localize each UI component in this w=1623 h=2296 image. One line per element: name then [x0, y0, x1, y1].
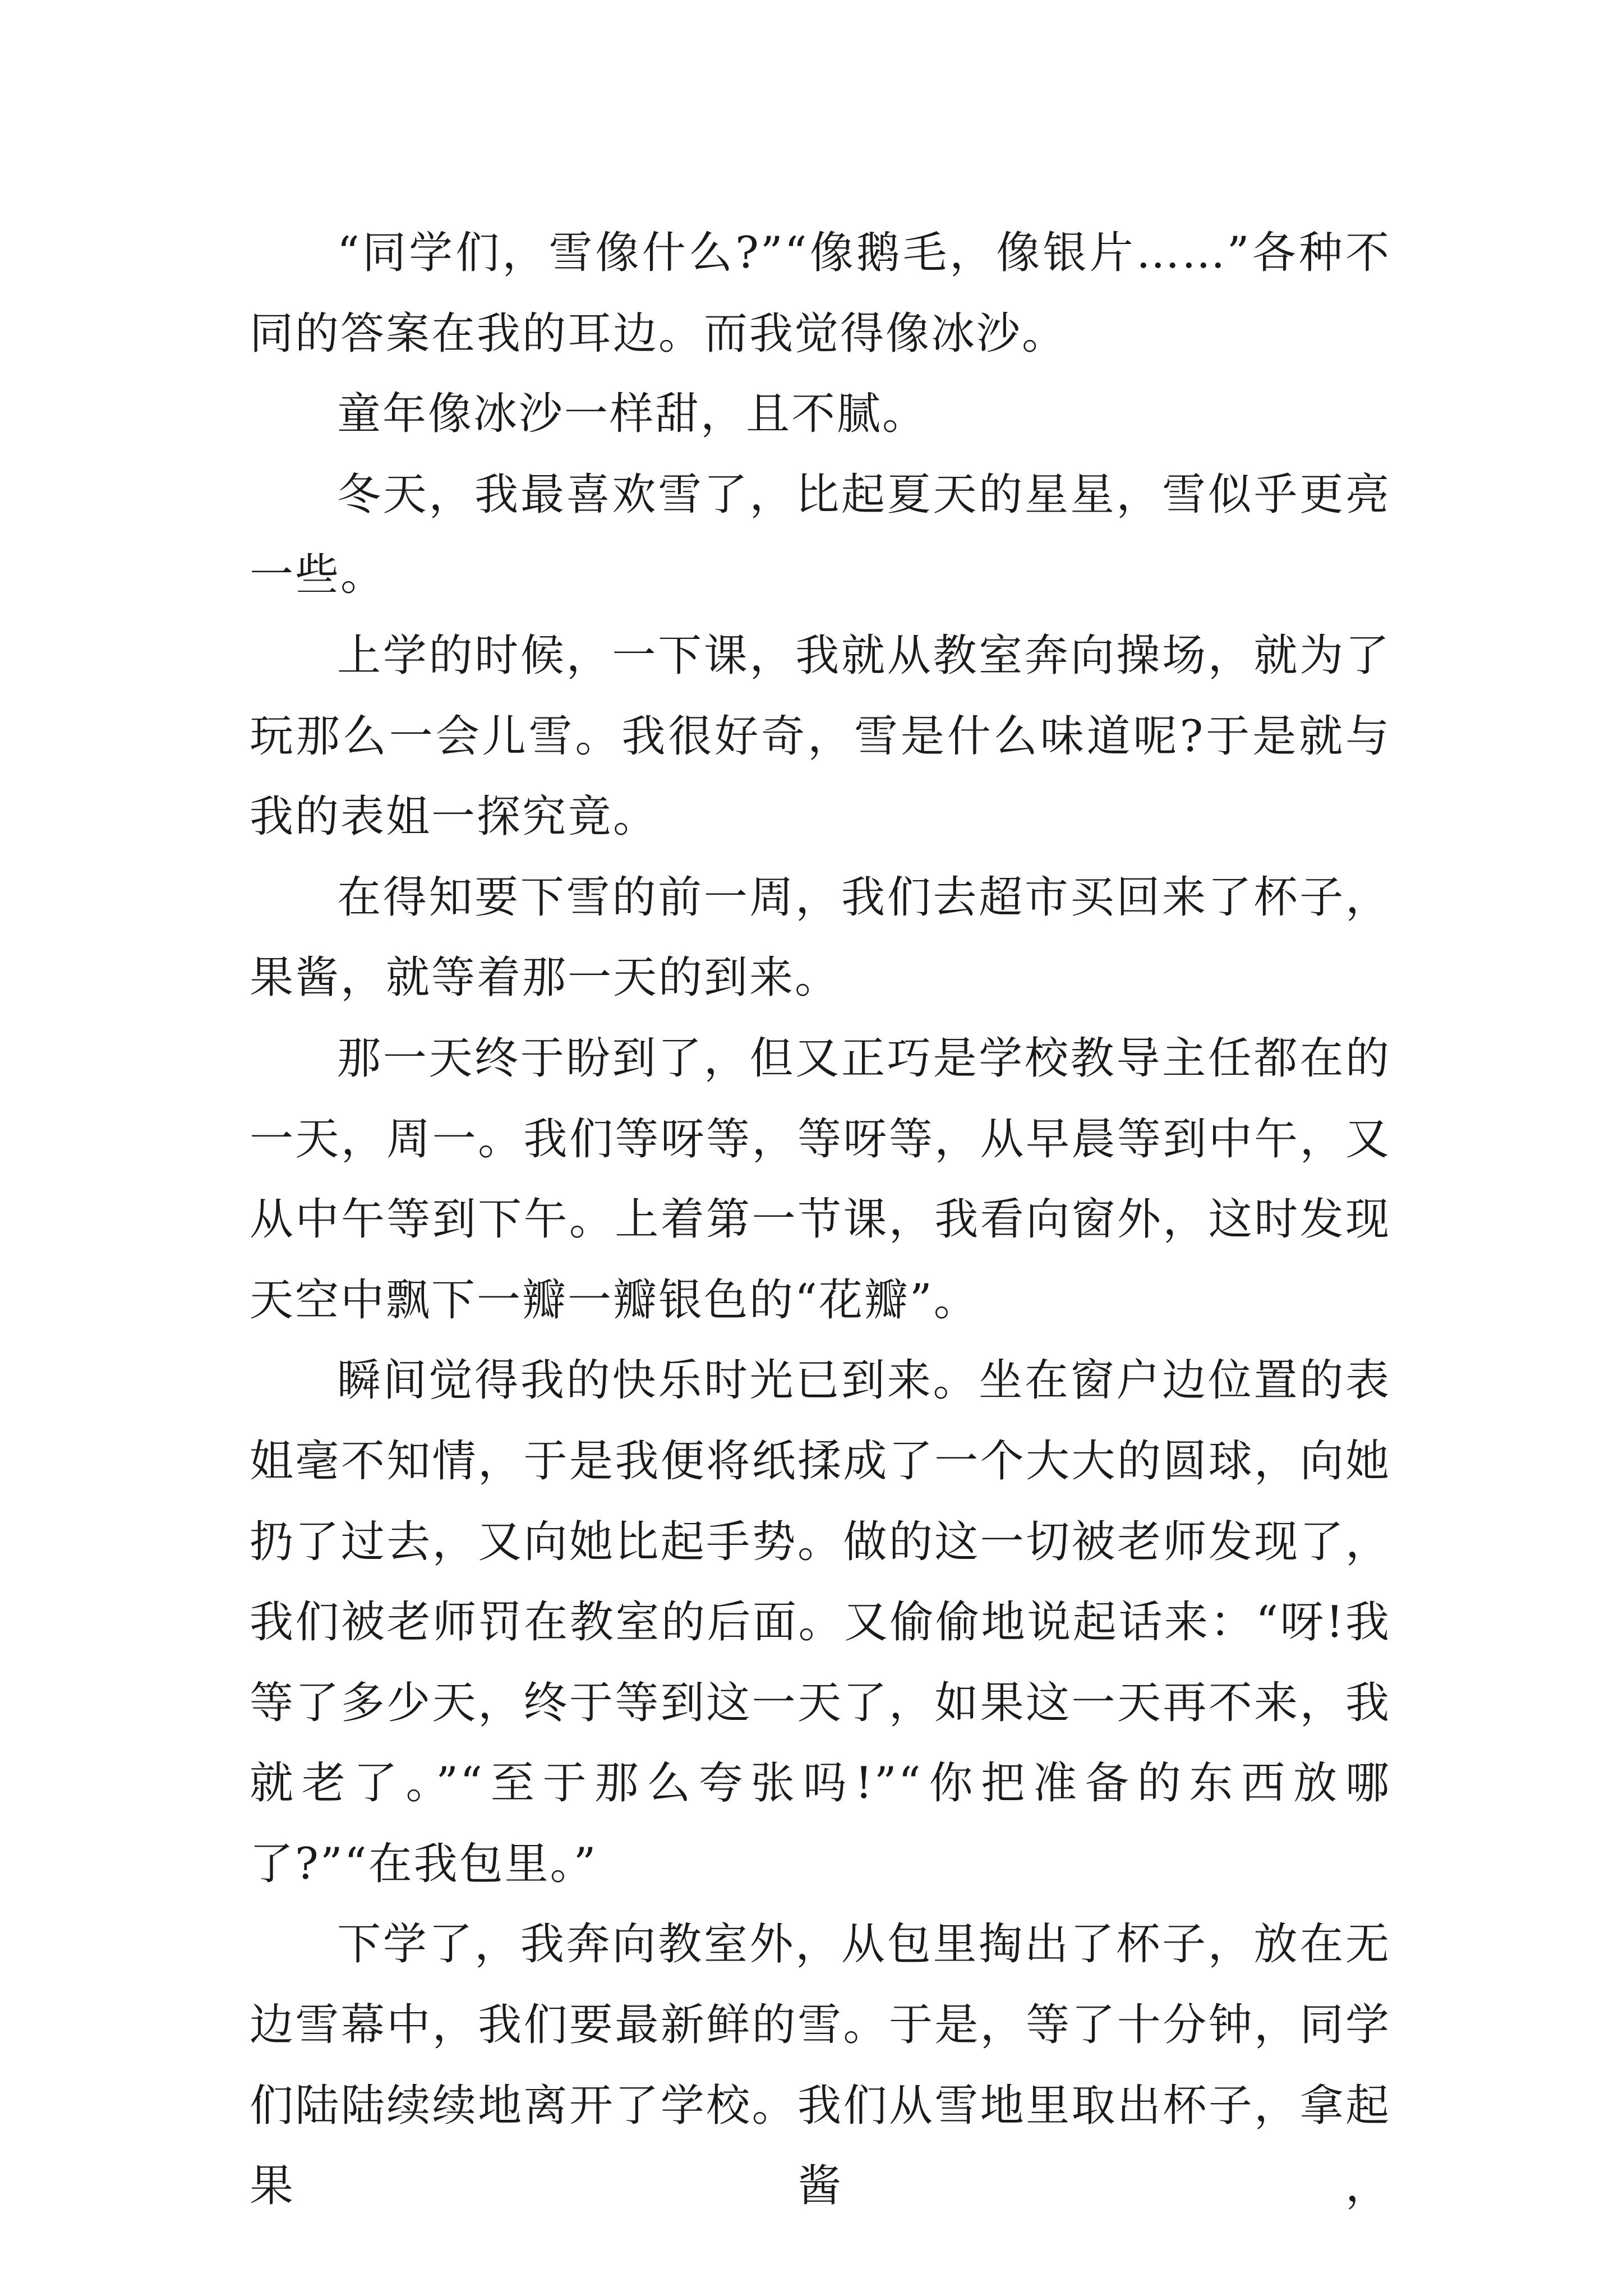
paragraph-3: 冬天，我最喜欢雪了，比起夏天的星星，雪似乎更亮一些。: [250, 469, 1391, 601]
paragraph-7: 瞬间觉得我的快乐时光已到来。坐在窗户边位置的表姐毫不知情，于是我便将纸揉成了一个大大的圆球，向她扔了过去，又向她比起手势。做的这一切被老师发现了，我们被老师罚在教室的后面。又偷偷地说起话来：“呀!我等了多少天，终于等到这一天了，如果这一天再不来，我就老了。”“至于那么夸张吗!”“你把准备的东西放哪了?”“在我包里。”: [250, 1355, 1391, 1889]
paragraph-5: 在得知要下雪的前一周，我们去超市买回来了杯子，果酱，就等着那一天的到来。: [250, 872, 1391, 1004]
paragraph-4: 上学的时候，一下课，我就从教室奔向操场，就为了玩那么一会儿雪。我很好奇，雪是什么味道呢?于是就与我的表姐一探究竟。: [250, 630, 1391, 843]
paragraph-1: “同学们，雪像什么?”“像鹅毛，像银片……”各种不同的答案在我的耳边。而我觉得像冰沙。: [250, 228, 1391, 359]
essay-body: [250, 213, 1391, 2227]
paragraph-8: 下学了，我奔向教室外，从包里掏出了杯子，放在无边雪幕中，我们要最新鲜的雪。于是，等了十分钟，同学们陆陆续续地离开了学校。我们从雪地里取出杯子，拿起果酱，: [250, 1919, 1391, 2212]
paragraph-2: 童年像冰沙一样甜，且不腻。: [337, 389, 928, 440]
paragraph-6: 那一天终于盼到了，但又正巧是学校教导主任都在的一天，周一。我们等呀等，等呀等，从早晨等到中午，又从中午等到下午。上着第一节课，我看向窗外，这时发现天空中飘下一瓣一瓣银色的“花瓣”。: [250, 1033, 1391, 1326]
